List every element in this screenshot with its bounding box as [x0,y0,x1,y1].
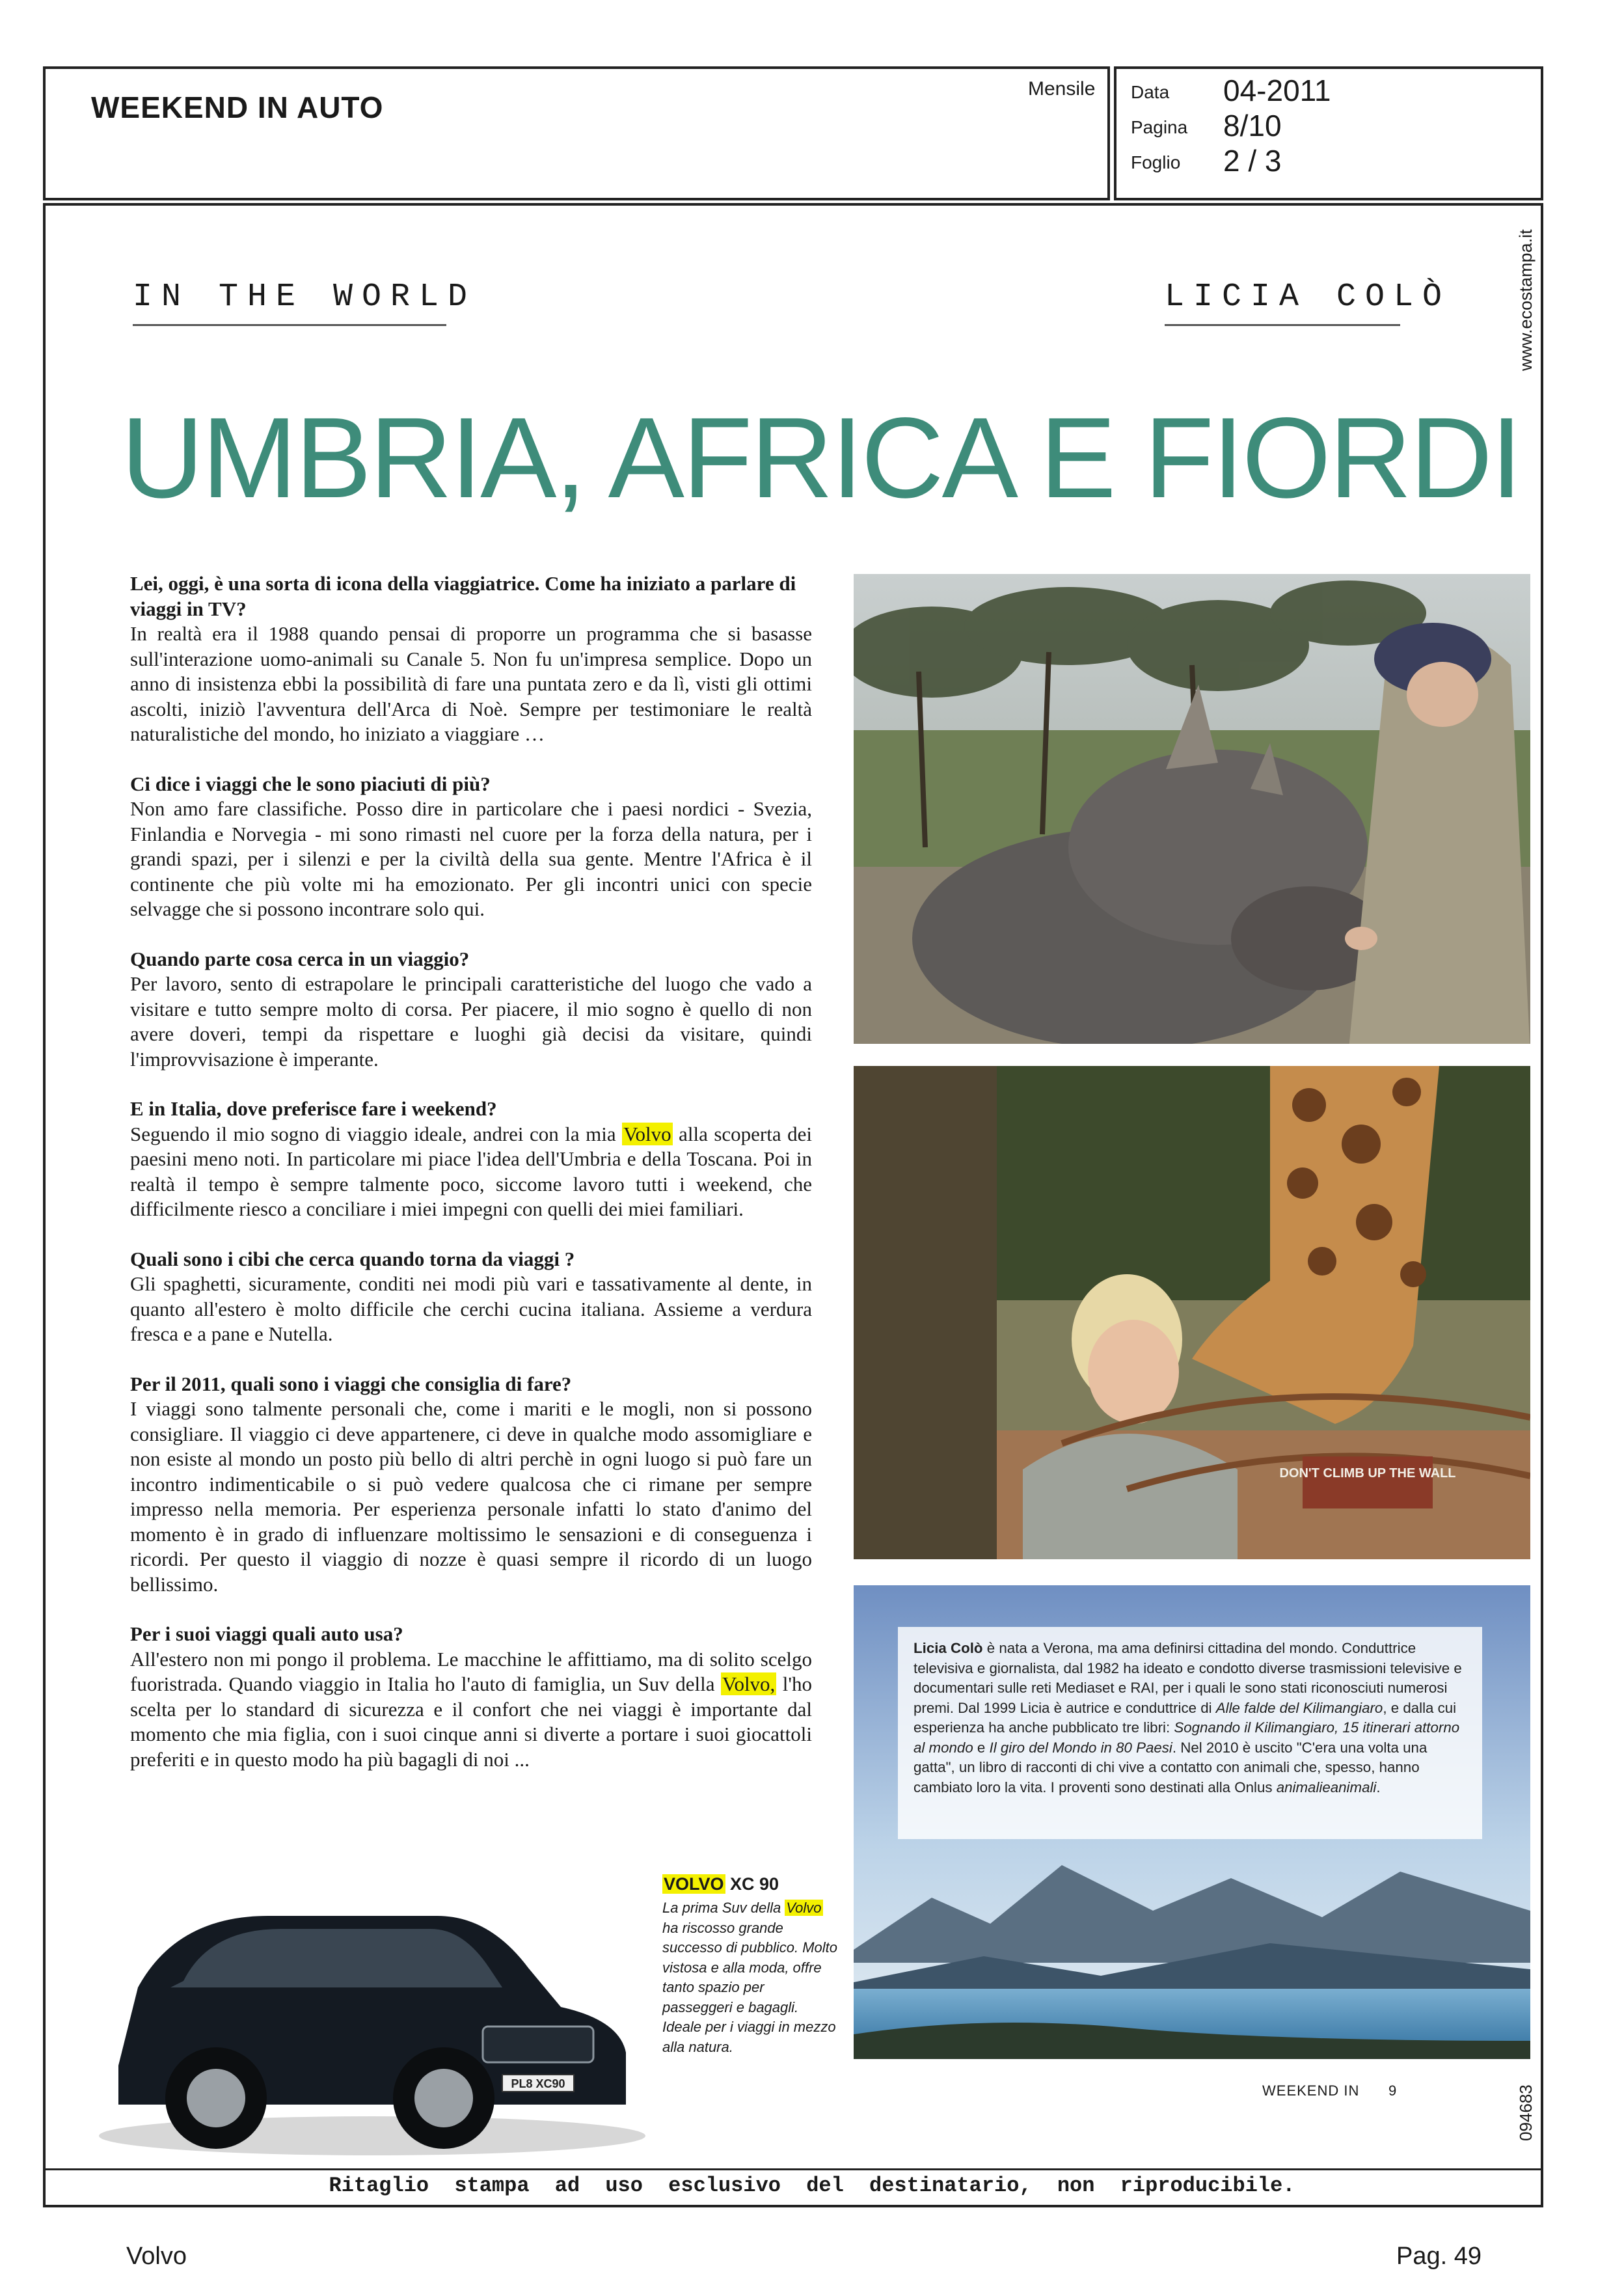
answer: I viaggi sono talmente personali che, come i mariti e le mogli, non si possono consigliare. Il viaggio ci deve appartenere, ci deve in qualche modo assomigliare e non esiste al mondo un posto più bello di altri perchè in ogni luogo si può fare un incontro indimenticabile o si può vedere qualcosa che ci rimane per sempre impresso nella memoria. Per esperienza personale infatti lo stato d'animo del momento è in grado di influenzare moltissimo le sensazioni e di conseguenza i ricordi. Per questo il viaggio di nozze è quasi sempre il ricordo di un luogo bellissimo. [130,1397,812,1596]
highlight-volvo: Volvo [623,1122,671,1145]
answer [130,1122,812,1222]
giraffe-photo [854,1066,1530,1559]
section-label-left: IN THE WORLD [133,279,477,316]
answer: Non amo fare classifiche. Posso dire in particolare che i paesi nordici - Svezia, Finlandia e Norvegia - mi sono rimasti nel cuore per la forza della natura, per i grandi spazi, per i silenzi e per la civiltà della sua gente. Mentre l'Africa è il continente che più volte mi ha emozionato. Per gli incontri unici con specie selvagge che si possono incontrare solo qui. [130,797,812,920]
qa-block [130,571,812,747]
bio-title: Il giro del Mondo in 80 Paesi [989,1739,1172,1756]
caption-body [662,1898,838,2057]
warning-sign-text: DON'T CLIMB UP THE WALL [1279,1466,1456,1481]
question: Lei, oggi, è una sorta di icona della viaggiatrice. Come ha iniziato a parlare di viaggi in TV? [130,572,796,620]
qa-block [130,1247,812,1347]
footer-publication: WEEKEND IN [1262,2082,1360,2099]
answer [130,1647,812,1773]
answer: In realtà era il 1988 quando pensai di proporre un programma che si basasse sull'interazione uomo-animali su Canale 5. Non fu un'impresa semplice. Dopo un anno di insistenza ebbi la possibilità di fare una puntata zero e da lì, visti gli ottimi ascolti, iniziò l'avventura dell'Arca di Noè. Sempre per testimoniare le realtà naturalistiche del mondo, ho iniziato a viaggiare … [130,622,812,745]
question: Quali sono i cibi che cerca quando torna da viaggi ? [130,1247,575,1270]
answer-text: Seguendo il mio sogno di viaggio ideale, andrei con la mia [130,1122,623,1145]
date-label: Data [1131,82,1170,102]
bio-text: , e dalla cui esperienza ha anche pubblicato tre libri: [914,1699,1457,1736]
section-underline-left [133,324,446,326]
volvo-car-photo [79,1870,652,2161]
qa-block [130,772,812,922]
page-label: Pagina [1131,117,1188,137]
section-underline-right [1165,324,1400,326]
highlight-volvo: Volvo, [722,1672,776,1695]
caption-model: XC 90 [725,1874,779,1894]
car-caption [662,1874,838,2057]
qa-block [130,947,812,1072]
notice-divider [43,2168,1543,2170]
footer-page: 9 [1388,2082,1397,2099]
date-value: 04-2011 [1223,74,1331,107]
qa-block [130,1097,812,1222]
section-label-right: LICIA COLÒ [1165,279,1452,316]
page-number: Pag. 49 [1396,2243,1482,2270]
sheet-label: Foglio [1131,152,1181,172]
answer-text: alla scoperta dei paesini meno noti. In particolare mi piace l'idea dell'Umbria e della Toscana. Poi in realtà il tempo è sempre talmente poco, siccome lavoro tutti i weekend, che difficilmente riesco a conciliare i miei impegni con quelli dei miei familiari. [130,1122,812,1220]
page-keyword: Volvo [126,2243,187,2270]
car-license-plate: PL8 XC90 [511,2077,565,2090]
caption-text: La prima Suv della [662,1900,785,1916]
page-value: 8/10 [1223,109,1282,143]
bio-name: Licia Colò [914,1640,983,1656]
biography-box [898,1627,1482,1839]
question: E in Italia, dove preferisce fare i weekend? [130,1097,497,1120]
sheet-value: 2 / 3 [1223,144,1282,178]
bio-title: Alle falde del Kilimangiaro [1215,1699,1383,1716]
website-label: www.ecostampa.it [1516,229,1536,371]
caption-title [662,1874,838,1894]
bio-text: . [1376,1779,1381,1795]
header-left-box [43,66,1110,200]
bio-title: animalieanimali [1276,1779,1377,1795]
qa-block [130,1622,812,1772]
question: Per il 2011, quali sono i viaggi che consiglia di fare? [130,1372,572,1395]
highlight-volvo: Volvo [786,1900,822,1916]
bio-text: è nata a Verona, ma ama definirsi cittadina del mondo. Conduttrice televisiva e giornalista, dal 1982 ha ideato e condotto diverse trasmissioni televisive e documentari sulle reti Mediaset e RAI, per i quali le sono stati riconosciuti numerosi premi. Dal 1999 Licia è autrice e conduttrice di [914,1640,1462,1716]
caption-text: ha riscosso grande successo di pubblico. Molto vistosa e alla moda, offre tanto spazio per passeggeri e bagagli. Ideale per i viaggi in mezzo alla natura. [662,1919,838,2055]
bio-title: Sognando il Kilimangiaro, 15 itinerari attorno al mondo [914,1719,1460,1756]
highlight-volvo: VOLVO [664,1874,724,1894]
answer: Per lavoro, sento di estrapolare le principali caratteristiche del luogo che vado a visitare e tutto sempre molto di corsa. Per piacere, il mio sogno è quello di non avere doveri, tempi da rispettare e luoghi già decisi da visitare, quindi l'improvvisazione è imperante. [130,972,812,1071]
rhino-photo [854,574,1530,1044]
article-body [130,571,812,1797]
bio-text: . Nel 2010 è uscito "C'era una volta una gatta", un libro di racconti di chi vive a contatto con animali che, spesso, hanno cambiato loro la vita. I proventi sono destinati alla Onlus [914,1739,1428,1795]
question: Quando parte cosa cerca in un viaggio? [130,947,470,970]
bio-text: e [973,1739,990,1756]
question: Ci dice i viaggi che le sono piaciuti di più? [130,772,491,795]
answer-text: l'ho scelta per lo standard di sicurezza e il confort che nei viaggi è importante dal momento che mia figlia, con i suoi cinque anni si diverte a portare i suoi giocattoli preferiti e in questo modo ha più bagagli di noi ... [130,1672,812,1771]
publication-name: WEEKEND IN AUTO [91,90,384,124]
document-code: 094683 [1516,2084,1536,2141]
qa-block [130,1372,812,1598]
answer: Gli spaghetti, sicuramente, conditi nei modi più vari e tassativamente al dente, in quanto all'estero è molto difficile che cerchi cucina italiana. Assieme a verdura fresca e a pane e Nutella. [130,1272,812,1345]
answer-text: All'estero non mi pongo il problema. Le macchine le affittiamo, ma di solito scelgo fuoristrada. Quando viaggio in Italia ho l'auto di famiglia, un Suv della [130,1647,812,1695]
reproduction-notice: Ritaglio stampa ad uso esclusivo del destinatario, non riproducibile. [329,2174,1295,2198]
question: Per i suoi viaggi quali auto usa? [130,1622,403,1645]
frequency-label: Mensile [1028,78,1096,100]
headline: UMBRIA, AFRICA E FIORDI [121,394,1521,522]
